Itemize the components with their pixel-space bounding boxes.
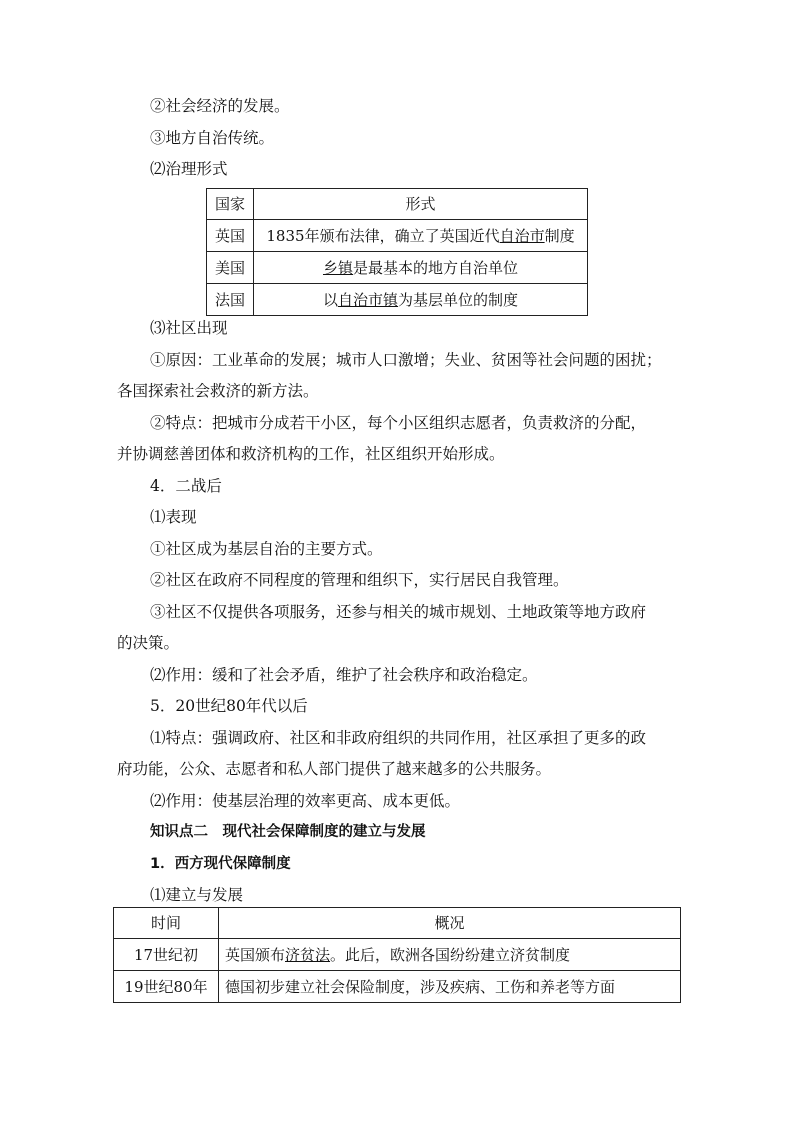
table-cell: 19世纪80年 (114, 971, 219, 1003)
table-row (207, 252, 588, 284)
table-header: 国家 (207, 189, 254, 220)
table-cell: 以自治市镇为基层单位的制度 (254, 284, 588, 316)
table-header: 形式 (254, 189, 588, 220)
table-cell: 美国 (207, 252, 254, 284)
heading: 4．二战后 (150, 477, 222, 495)
table-row (207, 220, 588, 252)
text-line: ②社区在政府不同程度的管理和组织下，实行居民自我管理。 (150, 571, 569, 589)
subheading: ⑴建立与发展 (150, 886, 244, 904)
subheading: ⑶社区出现 (150, 319, 228, 337)
text-line: 府功能，公众、志愿者和私人部门提供了越来越多的公共服务。 (117, 760, 552, 778)
social-security-table (113, 907, 681, 1003)
table-cell: 法国 (207, 284, 254, 316)
table-header: 概况 (219, 908, 681, 939)
text-line: ①原因：工业革命的发展；城市人口激增；失业、贫困等社会问题的困扰； (150, 351, 662, 369)
table-row (114, 939, 681, 971)
table-cell: 英国颁布济贫法。此后，欧洲各国纷纷建立济贫制度 (219, 939, 681, 971)
table-cell: 英国 (207, 220, 254, 252)
table-row (207, 284, 588, 316)
text-line: ⑵作用：缓和了社会矛盾，维护了社会秩序和政治稳定。 (150, 666, 538, 684)
text-line: 并协调慈善团体和救济机构的工作，社区组织开始形成。 (117, 445, 505, 463)
table-header: 时间 (114, 908, 219, 939)
text-line: ②社会经济的发展。 (150, 97, 290, 115)
heading: 5．20世纪80年代以后 (150, 697, 308, 715)
table-row (114, 971, 681, 1003)
text-line: ⑵作用：使基层治理的效率更高、成本更低。 (150, 792, 461, 810)
text-line: ③社区不仅提供各项服务，还参与相关的城市规划、土地政策等地方政府 (150, 603, 647, 621)
table-cell: 17世纪初 (114, 939, 219, 971)
table-cell: 乡镇是最基本的地方自治单位 (254, 252, 588, 284)
table-cell: 1835年颁布法律，确立了英国近代自治市制度 (254, 220, 588, 252)
governance-table (206, 188, 588, 316)
text-line: ③地方自治传统。 (150, 129, 275, 147)
text-line: ⑴特点：强调政府、社区和非政府组织的共同作用，社区承担了更多的政 (150, 729, 647, 747)
text-line: ②特点：把城市分成若干小区，每个小区组织志愿者，负责救济的分配， (150, 414, 647, 432)
text-line: 的决策。 (117, 634, 180, 652)
heading: 1．西方现代保障制度 (150, 856, 291, 872)
text-line: ①社区成为基层自治的主要方式。 (150, 540, 383, 558)
section-heading: 知识点二 现代社会保障制度的建立与发展 (150, 824, 426, 840)
table-cell: 德国初步建立社会保险制度，涉及疾病、工伤和养老等方面 (219, 971, 681, 1003)
subheading: ⑴表现 (150, 508, 197, 526)
subheading: ⑵治理形式 (150, 160, 228, 178)
text-line: 各国探索社会救济的新方法。 (117, 382, 319, 400)
